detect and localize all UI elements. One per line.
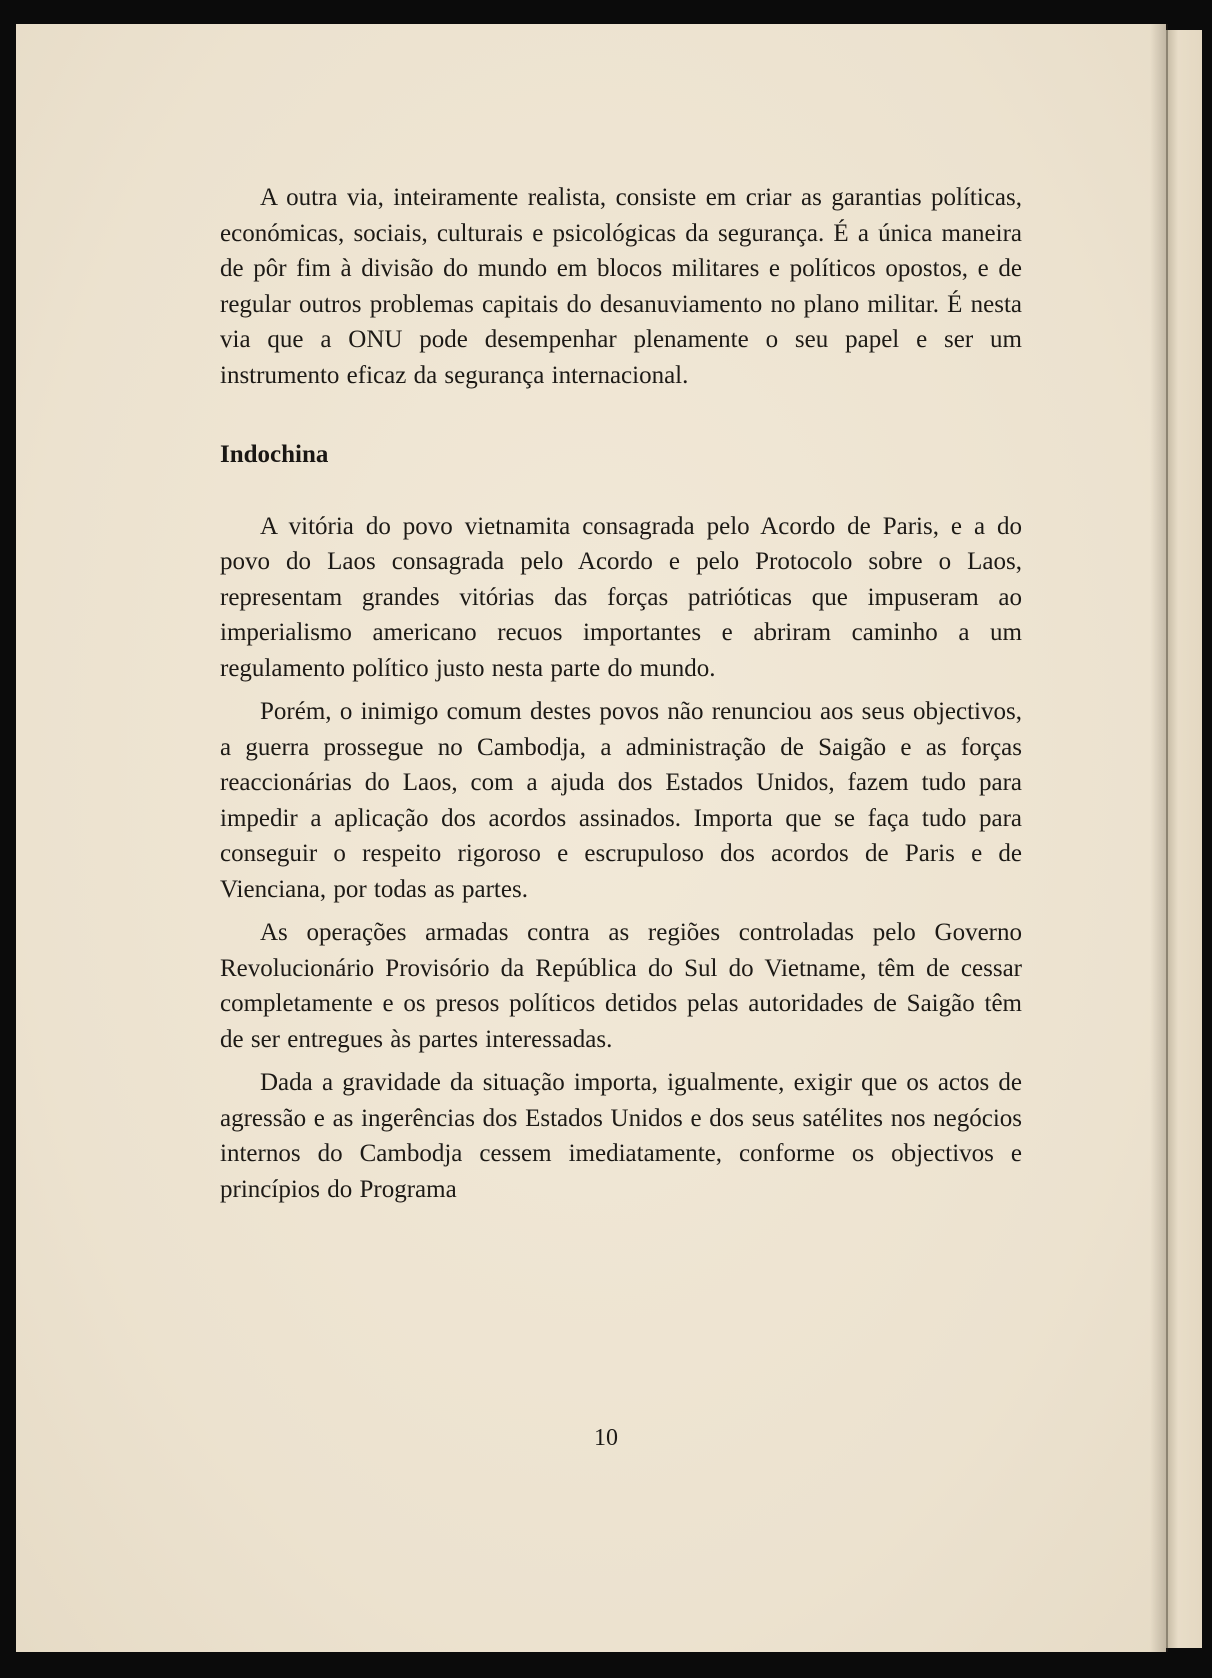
next-page-edge [1166,30,1202,1648]
paragraph: As operações armadas contra as regiões controladas pelo Governo Revolucionário Provisório da República do Sul do Vietname, têm de cessar completamente e os presos políticos detidos pelas autoridades de Saigão têm de ser entregues às partes interessadas. [220,919,1022,1053]
paragraph-intro: A outra via, inteiramente realista, consiste em criar as garantias políticas, económicas, sociais, culturais e psicológicas da segurança. É a única maneira de pôr fim à divisão do mundo em blocos militares e políticos opostos, e de regular outros problemas capitais do desanuviamento no plano militar. É nesta via que a ONU pode desempenhar plenamente o seu papel e ser um instrumento eficaz da segurança internacional. [220,184,1022,389]
section-heading: Indochina [220,441,329,468]
paragraph: A vitória do povo vietnamita consagrada pelo Acordo de Paris, e a do povo do Laos consagrada pelo Acordo e pelo Protocolo sobre o Laos, representam grandes vitórias das forças patrióticas que impuseram ao imperialismo americano recuos importantes e abriram caminho a um regulamento político justo nesta parte do mundo. [220,512,1022,682]
page-number: 10 [594,1425,618,1451]
paragraph: Dada a gravidade da situação importa, igualmente, exigir que os actos de agressão e as ingerências dos Estados Unidos e dos seus satélites nos negócios internos do Cambodja cessem imediatamente, conforme os objectivos e princípios do Programa [220,1069,1022,1203]
page-body-text [220,180,1022,1215]
paragraph: Porém, o inimigo comum destes povos não renunciou aos seus objectivos, a guerra prossegue no Cambodja, a administração de Saigão e as forças reaccionárias do Laos, com a ajuda dos Estados Unidos, fazem tudo para impedir a aplicação dos acordos assinados. Importa que se faça tudo para conseguir o respeito rigoroso e escrupuloso dos acordos de Paris e de Vienciana, por todas as partes. [220,698,1022,903]
